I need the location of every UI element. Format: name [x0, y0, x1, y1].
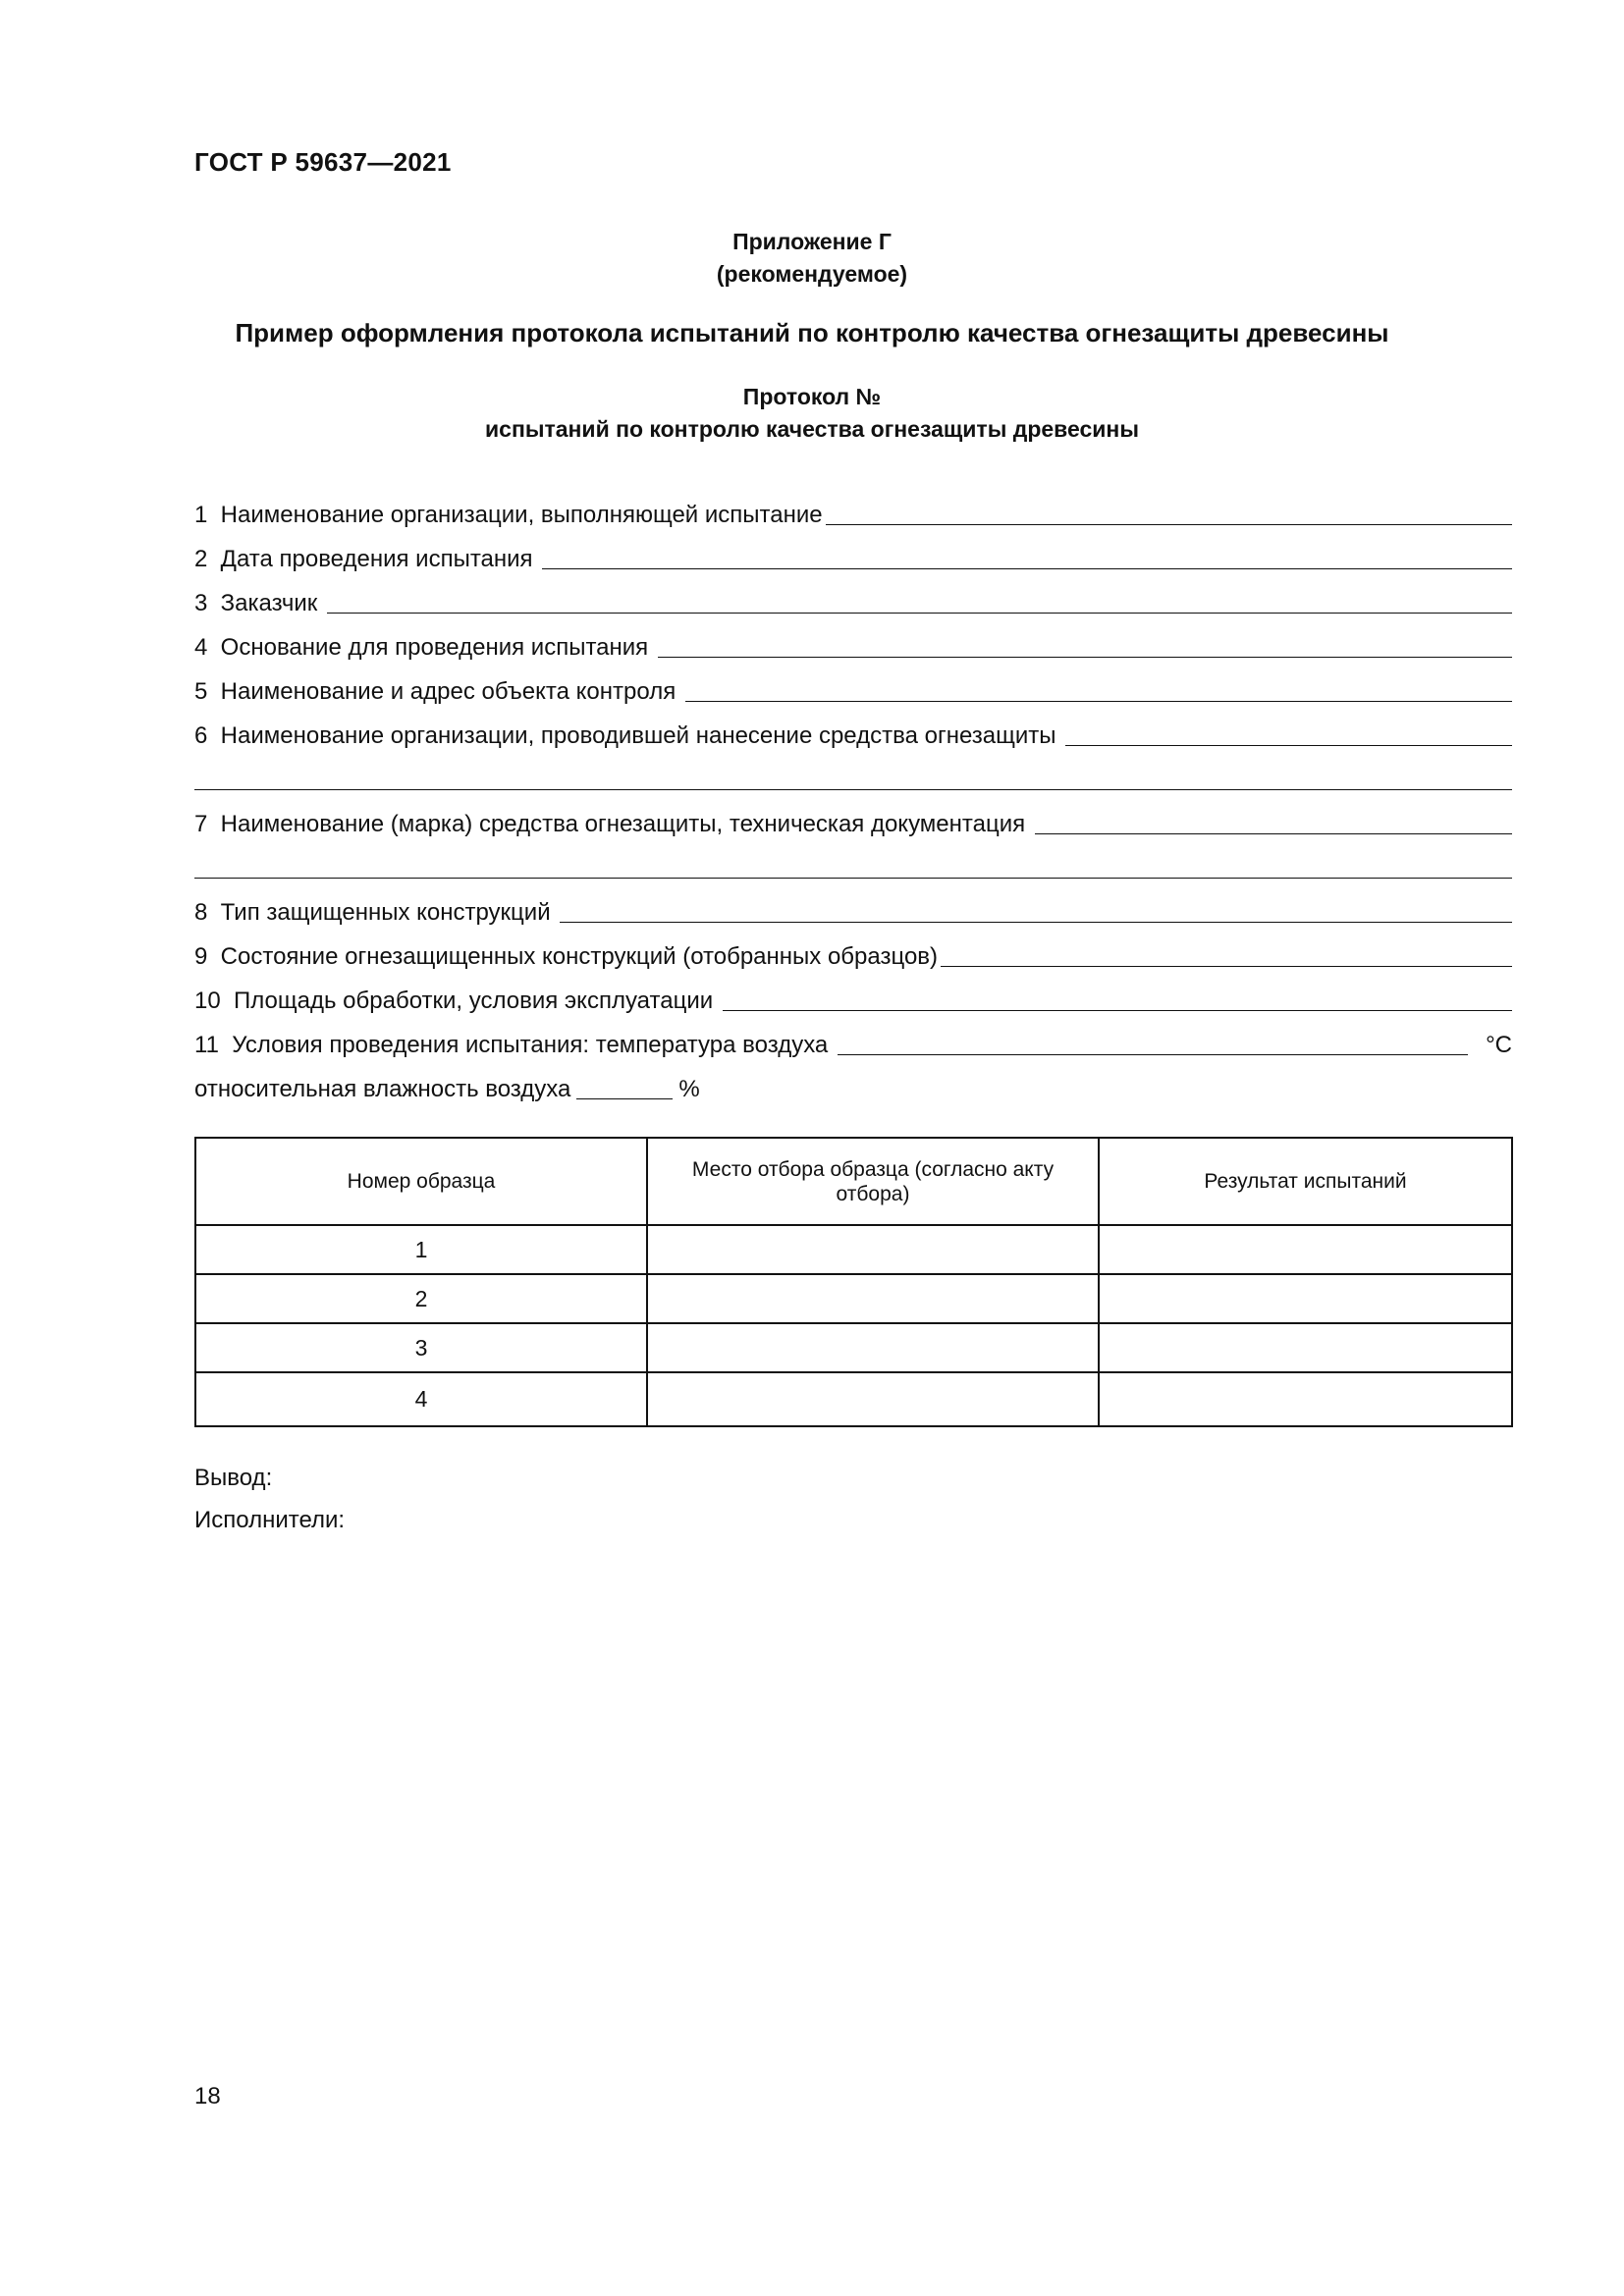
- field-fire-protection-agent: [194, 794, 1512, 838]
- field-label: 1 Наименование организации, выполняющей испытание: [194, 502, 823, 528]
- field-customer: [194, 573, 1512, 617]
- conclusion-label: Вывод:: [194, 1465, 273, 1491]
- fill-in-line[interactable]: [560, 921, 1512, 923]
- field-applicator-organization: [194, 706, 1512, 750]
- cell-test-result[interactable]: [1099, 1372, 1512, 1426]
- fill-in-line[interactable]: [542, 567, 1512, 569]
- table-row: [195, 1274, 1512, 1323]
- field-label: 3 Заказчик: [194, 590, 324, 616]
- field-test-date: [194, 529, 1512, 573]
- table-row: [195, 1372, 1512, 1426]
- field-label: относительная влажность воздуха: [194, 1076, 571, 1102]
- cell-sampling-place[interactable]: [647, 1372, 1099, 1426]
- main-title: Пример оформления протокола испытаний по контролю качества огнезащиты древесины: [235, 318, 1389, 347]
- field-structure-type: [194, 882, 1512, 927]
- fill-in-line[interactable]: [826, 523, 1512, 525]
- appendix-heading: [0, 226, 1624, 291]
- protocol-heading: [0, 381, 1624, 446]
- protocol-title: Протокол №: [742, 384, 882, 409]
- header-sampling-place-text: Место отбора образца (согласно акту отбора): [691, 1157, 1055, 1205]
- fill-in-line[interactable]: [1065, 744, 1512, 746]
- protocol-fields: [194, 485, 1512, 1103]
- field-label: 5 Наименование и адрес объекта контроля: [194, 678, 682, 705]
- field-treatment-area: [194, 971, 1512, 1015]
- field-fire-protection-agent-continued: [194, 838, 1512, 882]
- fill-in-line[interactable]: [941, 965, 1512, 967]
- field-organization: [194, 485, 1512, 529]
- field-basis: [194, 617, 1512, 662]
- protocol-subtitle: испытаний по контролю качества огнезащиты древесины: [485, 416, 1139, 442]
- fill-in-line[interactable]: [723, 1009, 1512, 1011]
- cell-sample-number: 2: [195, 1274, 647, 1323]
- field-air-temperature: [194, 1015, 1512, 1059]
- field-label: 7 Наименование (марка) средства огнезащиты, техническая документация: [194, 811, 1032, 837]
- field-label: 8 Тип защищенных конструкций: [194, 899, 558, 926]
- field-label: 6 Наименование организации, проводившей нанесение средства огнезащиты: [194, 722, 1063, 749]
- cell-sampling-place[interactable]: [647, 1323, 1099, 1372]
- field-object-address: [194, 662, 1512, 706]
- fill-in-line[interactable]: [576, 1097, 673, 1099]
- field-air-humidity: [194, 1059, 1512, 1103]
- field-label: 10 Площадь обработки, условия эксплуатации: [194, 988, 720, 1014]
- field-label: 2 Дата проведения испытания: [194, 546, 540, 572]
- cell-sample-number: 1: [195, 1225, 647, 1274]
- fill-in-line[interactable]: [658, 656, 1512, 658]
- cell-sampling-place[interactable]: [647, 1274, 1099, 1323]
- header-sampling-place: [647, 1138, 1099, 1225]
- table-row: [195, 1323, 1512, 1372]
- executors-label: Исполнители:: [194, 1507, 346, 1533]
- table-row: [195, 1225, 1512, 1274]
- cell-test-result[interactable]: [1099, 1274, 1512, 1323]
- table-header-row: [195, 1138, 1512, 1225]
- document-id: ГОСТ Р 59637—2021: [194, 147, 452, 177]
- cell-test-result[interactable]: [1099, 1323, 1512, 1372]
- humidity-unit: %: [678, 1076, 700, 1102]
- header-sample-number: Номер образца: [195, 1138, 647, 1225]
- cell-sample-number: 3: [195, 1323, 647, 1372]
- field-applicator-organization-continued: [194, 750, 1512, 794]
- field-label: 9 Состояние огнезащищенных конструкций (отобранных образцов): [194, 943, 939, 970]
- fill-in-line[interactable]: [327, 612, 1512, 614]
- cell-sampling-place[interactable]: [647, 1225, 1099, 1274]
- fill-in-line[interactable]: [1035, 832, 1512, 834]
- header-test-result: Результат испытаний: [1099, 1138, 1512, 1225]
- field-label: 11 Условия проведения испытания: температура воздуха: [194, 1032, 835, 1058]
- fill-in-line[interactable]: [194, 788, 1512, 790]
- results-table: [194, 1137, 1513, 1427]
- appendix-title: Приложение Г: [732, 229, 892, 254]
- fill-in-line[interactable]: [685, 700, 1512, 702]
- temperature-unit: °С: [1486, 1032, 1512, 1058]
- fill-in-line[interactable]: [194, 877, 1512, 879]
- cell-sample-number: 4: [195, 1372, 647, 1426]
- page-number: 18: [194, 2083, 221, 2109]
- field-label: 4 Основание для проведения испытания: [194, 634, 655, 661]
- appendix-status: (рекомендуемое): [716, 261, 908, 287]
- fill-in-line[interactable]: [838, 1053, 1468, 1055]
- field-structure-condition: [194, 927, 1512, 971]
- cell-test-result[interactable]: [1099, 1225, 1512, 1274]
